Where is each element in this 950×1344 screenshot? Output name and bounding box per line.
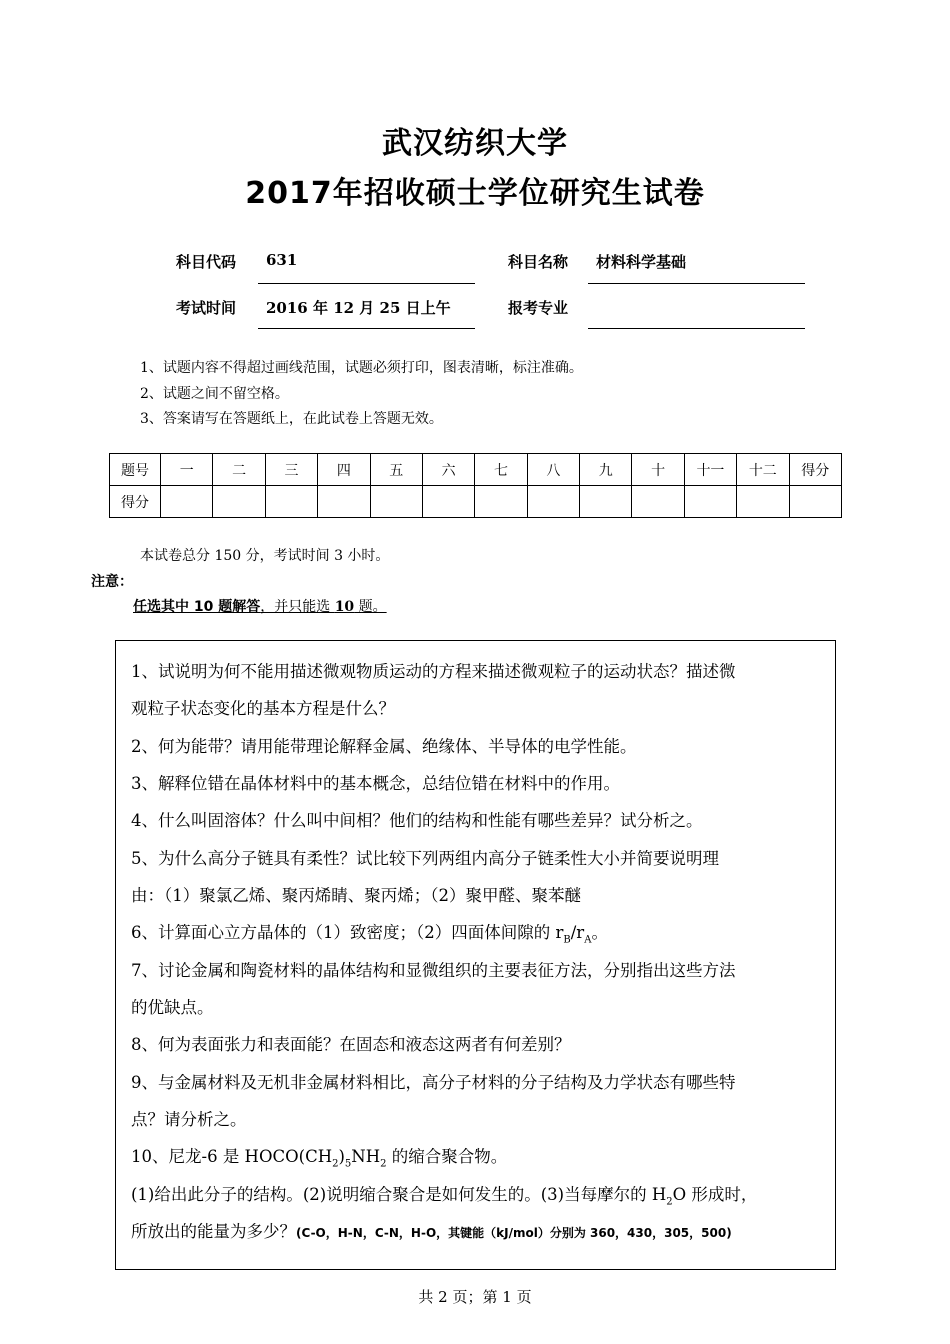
score-table-cell: 十二 (737, 454, 789, 486)
subject-code-label: 科目代码 (176, 253, 237, 271)
question-6-prefix: 6、计算面心立方晶体的（1）致密度；（2）四面体间隙的 r (131, 923, 564, 942)
score-table-score-row (110, 486, 842, 518)
notice-text-bold: 任选其中 10 题解答 (133, 599, 261, 615)
university-title: 武汉纺织大学 (382, 126, 568, 161)
question-10-part-d: 的缩合聚合物。 (386, 1147, 508, 1166)
score-table-cell (161, 486, 213, 518)
score-table-cell (737, 486, 789, 518)
notice-text-end: 题。 (354, 599, 387, 615)
score-table-cell (213, 486, 265, 518)
question-10-line3-a: 所放出的能量为多少？ (131, 1222, 296, 1241)
notice-label: 注意： (91, 574, 133, 590)
question-5-line2: 由：（1）聚氯乙烯、聚丙烯睛、聚丙烯；（2）聚甲醛、聚苯醚 (131, 886, 581, 905)
question-10-line1 (131, 1143, 507, 1169)
question-5-line1: 5、为什么高分子链具有柔性？试比较下列两组内高分子链柔性大小并简要说明理 (131, 849, 719, 868)
score-table-cell: 四 (318, 454, 370, 486)
page-footer: 共 2 页；第 1 页 (418, 1288, 532, 1306)
score-table-cell (422, 486, 474, 518)
score-table-cell (580, 486, 632, 518)
score-table-cell: 得分 (789, 454, 842, 486)
subject-code-value: 631 (266, 251, 298, 269)
question-6-sub-b: B (563, 934, 571, 946)
instruction-2: 2、试题之间不留空格。 (140, 386, 289, 402)
question-6-sub-a: A (584, 934, 592, 946)
notice-text (133, 596, 387, 616)
score-table-cell (318, 486, 370, 518)
score-table-cell: 十 (632, 454, 684, 486)
score-table-cell: 十一 (684, 454, 736, 486)
score-table-cell (527, 486, 579, 518)
question-6-mid: /r (570, 923, 585, 942)
question-7-line1: 7、讨论金属和陶瓷材料的晶体结构和显微组织的主要表征方法，分别指出这些方法 (131, 961, 736, 980)
score-table (109, 453, 842, 518)
score-table-cell (789, 486, 842, 518)
score-table-cell (684, 486, 736, 518)
question-9-line2: 点？请分析之。 (131, 1110, 247, 1129)
question-6 (131, 919, 608, 945)
score-table-cell: 五 (370, 454, 422, 486)
question-10-sub-2: 5 (344, 1158, 352, 1170)
score-table-cell (370, 486, 422, 518)
notice-text-bold2: 10 (334, 599, 355, 615)
question-10-sub-1: 2 (332, 1158, 339, 1170)
notice-text-mid: ，并只能选 (260, 599, 335, 615)
question-10-sub-3: 2 (380, 1158, 387, 1170)
score-table-cell (475, 486, 527, 518)
score-table-cell: 九 (580, 454, 632, 486)
exam-summary: 本试卷总分 150 分，考试时间 3 小时。 (140, 548, 390, 564)
instruction-3: 3、答案请写在答题纸上，在此试卷上答题无效。 (140, 411, 443, 427)
major-underline (588, 328, 805, 329)
subject-name-label: 科目名称 (508, 253, 569, 271)
exam-title: 2017年招收硕士学位研究生试卷 (245, 176, 705, 211)
score-table-cell: 八 (527, 454, 579, 486)
subject-name-value: 材料科学基础 (596, 253, 687, 271)
question-8: 8、何为表面张力和表面能？在固态和液态这两者有何差别？ (131, 1035, 571, 1054)
score-table-cell: 得分 (110, 486, 161, 518)
question-10-line2-a: (1)给出此分子的结构。(2)说明缩合聚合是如何发生的。(3)当每摩尔的 H (131, 1185, 667, 1204)
question-7-line2: 的优缺点。 (131, 998, 214, 1017)
exam-time-label: 考试时间 (176, 299, 237, 317)
question-10-line2 (131, 1181, 757, 1207)
exam-time-underline (258, 328, 475, 329)
exam-time-value: 2016 年 12 月 25 日上午 (266, 299, 451, 317)
question-10-line3 (131, 1218, 732, 1242)
score-table-cell: 二 (213, 454, 265, 486)
question-2: 2、何为能带？请用能带理论解释金属、绝缘体、半导体的电学性能。 (131, 737, 637, 756)
major-label: 报考专业 (508, 299, 569, 317)
question-3: 3、解释位错在晶体材料中的基本概念，总结位错在材料中的作用。 (131, 774, 620, 793)
score-table-cell (265, 486, 317, 518)
question-1-line1: 1、试说明为何不能用描述微观物质运动的方程来描述微观粒子的运动状态？描述微 (131, 662, 736, 681)
score-table-cell: 一 (161, 454, 213, 486)
question-4: 4、什么叫固溶体？什么叫中间相？他们的结构和性能有哪些差异？试分析之。 (131, 811, 703, 830)
question-10-part-a: 10、尼龙-6 是 HOCO(CH (131, 1147, 333, 1166)
question-10-line2-sub: 2 (666, 1196, 673, 1208)
score-table-cell: 三 (265, 454, 317, 486)
score-table-cell: 六 (422, 454, 474, 486)
question-10-part-c: NH (351, 1147, 381, 1166)
score-table-cell: 七 (475, 454, 527, 486)
question-1-line2: 观粒子状态变化的基本方程是什么？ (131, 699, 395, 718)
score-table-cell: 题号 (110, 454, 161, 486)
question-6-end: 。 (591, 923, 608, 942)
score-table-header-row (110, 454, 842, 486)
question-10-bond-energies: (C-O，H-N，C-N，H-O，其键能（kJ/mol）分别为 360，430，305，500) (296, 1226, 732, 1240)
score-table-cell (632, 486, 684, 518)
question-10-part-b: ) (338, 1147, 345, 1166)
subject-name-underline (588, 283, 805, 284)
question-10-line2-b: O 形成时， (672, 1185, 758, 1204)
instruction-1: 1、试题内容不得超过画线范围，试题必须打印，图表清晰，标注准确。 (140, 360, 583, 376)
subject-code-underline (258, 283, 475, 284)
question-9-line1: 9、与金属材料及无机非金属材料相比，高分子材料的分子结构及力学状态有哪些特 (131, 1073, 736, 1092)
